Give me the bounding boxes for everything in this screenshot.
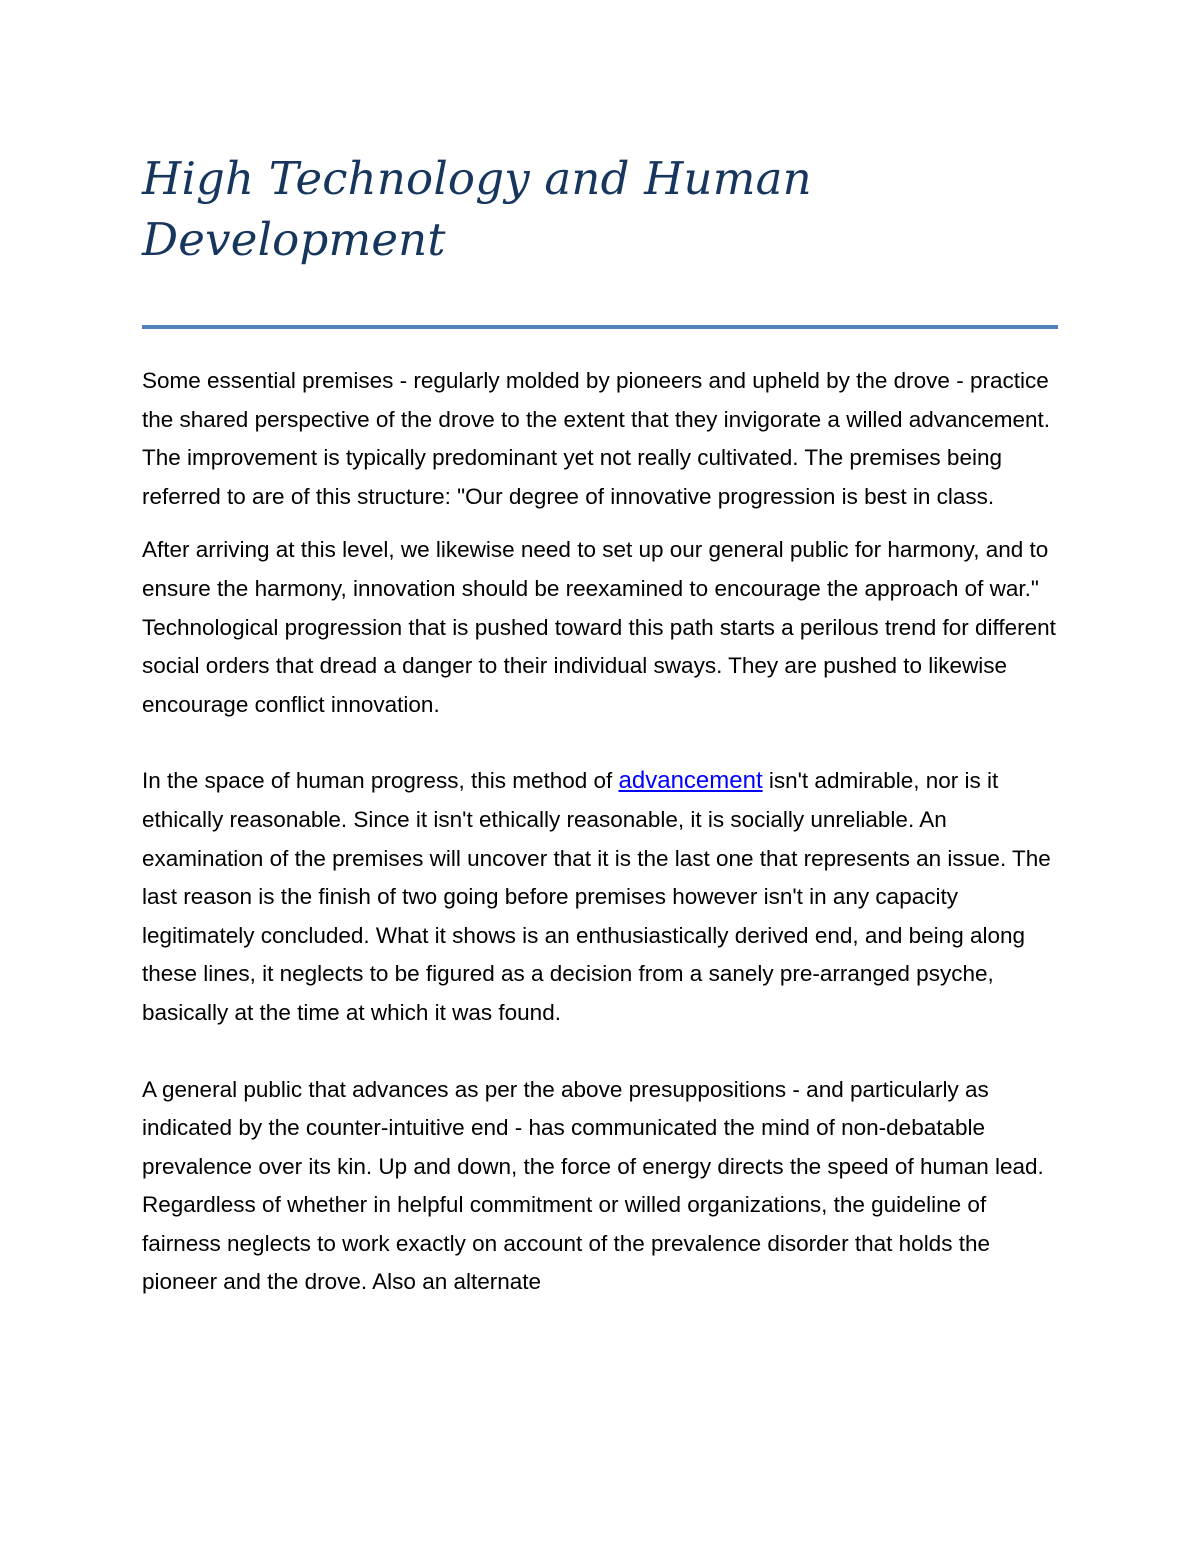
paragraph-3 bbox=[142, 762, 1062, 1032]
paragraph-1: Some essential premises - regularly molded by pioneers and upheld by the drove - practice the shared perspective of the drove to the extent that they invigorate a willed advancement. The improvement is typically predominant yet not really cultivated. The premises being referred to are of this structure: "Our degree of innovative progression is best in class. bbox=[142, 368, 1051, 509]
paragraph-4: A general public that advances as per the above presuppositions - and particularly as indicated by the counter-intuitive end - has communicated the mind of non-debatable prevalence over its kin. Up and down, the force of energy directs the speed of human lead. Regardless of whether in helpful commitment or willed organizations, the guideline of fairness neglects to work exactly on account of the prevalence disorder that holds the pioneer and the drove. Also an alternate bbox=[142, 1076, 1044, 1295]
document-body bbox=[142, 362, 1062, 1302]
title-underline-rule bbox=[142, 325, 1058, 329]
advancement-link[interactable]: advancement bbox=[618, 767, 763, 795]
paragraph-3-after-link: isn't admirable, nor is it ethically reasonable. Since it isn't ethically reasonable, it is socially unreliable. An examination of the premises will uncover that it is the last one that represents an issue. The last reason is the finish of two going before premises however isn't in any capacity legitimately concluded. What it shows is an enthusiastically derived end, and being along these lines, it neglects to be figured as a decision from a sanely pre-arranged psyche, basically at the time at which it was found. bbox=[142, 768, 1051, 1025]
paragraph-2: After arriving at this level, we likewise need to set up our general public for harmony, and to ensure the harmony, innovation should be reexamined to encourage the approach of war." Technological progression that is pushed toward this path starts a perilous trend for different social orders that dread a danger to their individual sways. They are pushed to likewise encourage conflict innovation. bbox=[142, 537, 1056, 717]
document-title: High Technology and Human Development bbox=[142, 152, 812, 266]
paragraph-3-before-link: In the space of human progress, this method of bbox=[142, 768, 619, 794]
